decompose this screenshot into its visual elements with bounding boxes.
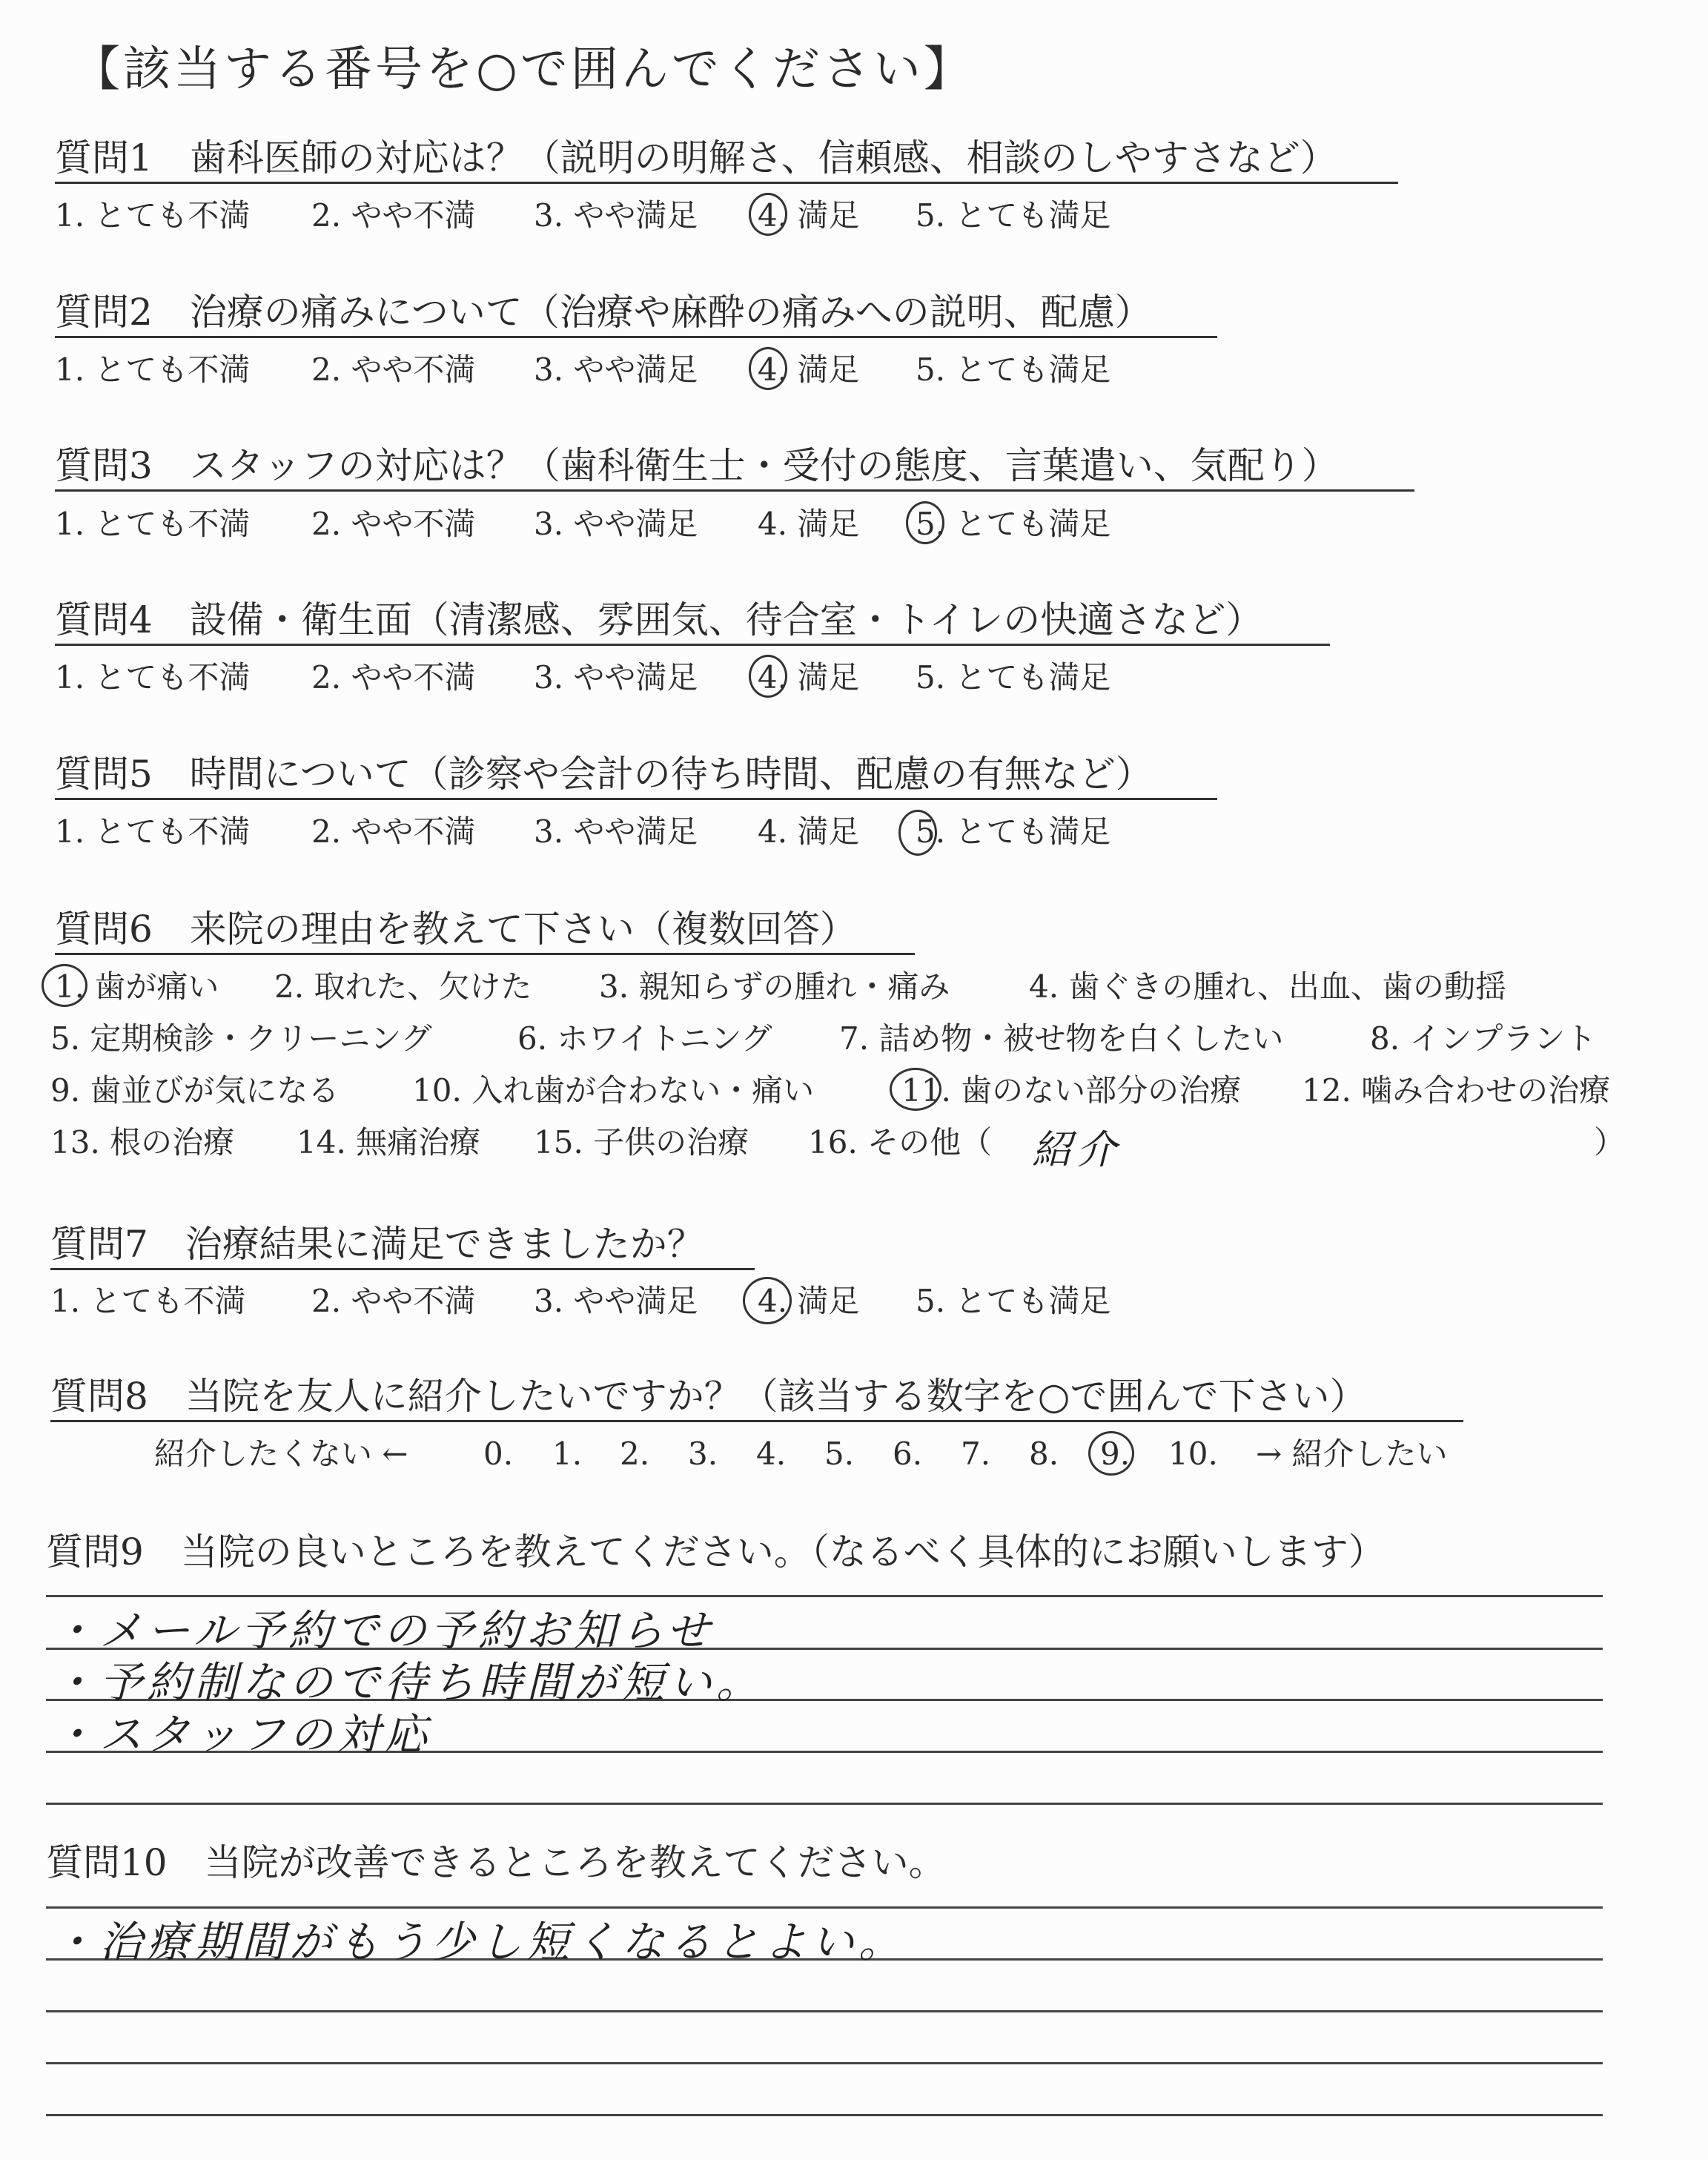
question-2-options xyxy=(0,351,1708,392)
q8-value-6[interactable]: 6. xyxy=(893,1436,923,1472)
q8-value-2[interactable]: 2. xyxy=(620,1436,650,1472)
q2-option-3[interactable]: 3. やや満足 xyxy=(534,351,698,388)
q6-option-7[interactable]: 7. 詰め物・被せ物を白くしたい xyxy=(839,1020,1284,1057)
question-8-scale xyxy=(0,1436,1708,1476)
question-9-heading: 質問9 当院の良いところを教えてください。（なるべく具体的にお願いします） xyxy=(46,1530,1386,1573)
q8-value-5[interactable]: 5. xyxy=(824,1436,855,1472)
q6-option-11[interactable]: 11. 歯のない部分の治療 xyxy=(901,1072,1242,1109)
q6-option-3[interactable]: 3. 親知らずの腫れ・痛み xyxy=(599,968,950,1005)
q6-option-15[interactable]: 15. 子供の治療 xyxy=(534,1124,749,1160)
question-1-options xyxy=(0,197,1708,237)
question-4-heading: 質問4 設備・衛生面（清潔感、雰囲気、待合室・トイレの快適さなど） xyxy=(55,599,1330,646)
q9-answer-3: ・スタッフの対応 xyxy=(52,1709,432,1760)
question-8-heading: 質問8 当院を友人に紹介したいですか？（該当する数字を○で囲んで下さい） xyxy=(50,1375,1463,1422)
q4-option-3[interactable]: 3. やや満足 xyxy=(534,659,698,696)
q4-option-2[interactable]: 2. やや不満 xyxy=(311,659,476,696)
q5-selected-circle xyxy=(898,810,937,856)
q6-option-12[interactable]: 12. 噛み合わせの治療 xyxy=(1302,1072,1611,1109)
q3-option-1[interactable]: 1. とても不満 xyxy=(55,506,251,542)
q8-selected-circle xyxy=(1088,1431,1134,1476)
q8-value-3[interactable]: 3. xyxy=(688,1436,718,1472)
q2-option-5[interactable]: 5. とても満足 xyxy=(916,351,1111,388)
q8-right-label: → 紹介したい xyxy=(1256,1436,1448,1472)
q2-option-4[interactable]: 4. 満足 xyxy=(758,351,860,388)
q8-value-8[interactable]: 8. xyxy=(1029,1436,1059,1472)
q6-selected-circle-11 xyxy=(890,1068,941,1111)
q5-option-1[interactable]: 1. とても不満 xyxy=(55,813,251,850)
q10-answer-line-5 xyxy=(46,2114,1603,2116)
q3-option-4[interactable]: 4. 満足 xyxy=(758,506,860,542)
q2-option-1[interactable]: 1. とても不満 xyxy=(55,351,251,388)
question-7-heading: 質問7 治療結果に満足できましたか？ xyxy=(50,1223,755,1270)
q6-option-13[interactable]: 13. 根の治療 xyxy=(50,1124,235,1160)
q6-option-5[interactable]: 5. 定期検診・クリーニング xyxy=(50,1020,432,1057)
q4-option-1[interactable]: 1. とても不満 xyxy=(55,659,251,696)
q8-value-7[interactable]: 7. xyxy=(961,1436,991,1472)
question-6-options xyxy=(0,968,1708,1194)
q2-option-2[interactable]: 2. やや不満 xyxy=(311,351,476,388)
q1-selected-circle xyxy=(749,193,787,236)
q6-option-9[interactable]: 9. 歯並びが気になる xyxy=(50,1072,340,1109)
question-4-options xyxy=(0,659,1708,699)
q8-value-4[interactable]: 4. xyxy=(756,1436,787,1472)
q6-option-4[interactable]: 4. 歯ぐきの腫れ、出血、歯の動揺 xyxy=(1029,968,1506,1005)
q1-option-3[interactable]: 3. やや満足 xyxy=(534,197,698,234)
q5-option-4[interactable]: 4. 満足 xyxy=(758,813,860,850)
q4-option-4[interactable]: 4. 満足 xyxy=(758,659,860,696)
q4-selected-circle xyxy=(749,655,787,698)
q7-option-1[interactable]: 1. とても不満 xyxy=(50,1283,246,1319)
q9-answer-1: ・メール予約での予約お知らせ xyxy=(52,1605,715,1656)
q8-left-label: 紹介したくない ← xyxy=(154,1436,408,1472)
q8-value-9[interactable]: 9. xyxy=(1100,1436,1131,1472)
question-5-options xyxy=(0,813,1708,853)
question-2-heading: 質問2 治療の痛みについて（治療や麻酔の痛みへの説明、配慮） xyxy=(55,291,1217,338)
q10-answer-line-4 xyxy=(46,2062,1603,2064)
q1-option-1[interactable]: 1. とても不満 xyxy=(55,197,251,234)
q7-option-4[interactable]: 4. 満足 xyxy=(758,1283,860,1319)
question-3-heading: 質問3 スタッフの対応は？（歯科衛生士・受付の態度、言葉遣い、気配り） xyxy=(55,445,1414,492)
q4-option-5[interactable]: 5. とても満足 xyxy=(916,659,1111,696)
q6-option-16[interactable]: 16. その他（ xyxy=(808,1124,993,1160)
q6-option-8[interactable]: 8. インプラント xyxy=(1370,1020,1597,1057)
q6-other-handwritten: 紹介 xyxy=(1032,1126,1121,1173)
q8-value-1[interactable]: 1. xyxy=(552,1436,583,1472)
question-6-heading: 質問6 来院の理由を教えて下さい（複数回答） xyxy=(55,908,915,955)
q7-option-3[interactable]: 3. やや満足 xyxy=(534,1283,698,1319)
page-title: 【該当する番号を○で囲んでください】 xyxy=(73,42,974,97)
q6-option-6[interactable]: 6. ホワイトニング xyxy=(517,1020,772,1057)
q6-option-14[interactable]: 14. 無痛治療 xyxy=(297,1124,481,1160)
q8-value-0[interactable]: 0. xyxy=(483,1436,514,1472)
q8-value-10[interactable]: 10. xyxy=(1168,1436,1218,1472)
q6-selected-circle-1 xyxy=(42,964,87,1007)
q7-option-5[interactable]: 5. とても満足 xyxy=(916,1283,1111,1319)
question-7-options xyxy=(0,1283,1708,1323)
question-3-options xyxy=(0,506,1708,546)
question-10-heading: 質問10 当院が改善できるところを教えてください。 xyxy=(46,1841,946,1884)
q3-option-3[interactable]: 3. やや満足 xyxy=(534,506,698,542)
q3-option-2[interactable]: 2. やや不満 xyxy=(311,506,476,542)
q5-option-5[interactable]: 5. とても満足 xyxy=(916,813,1111,850)
q10-answer-1: ・治療期間がもう少し短くなるとよい。 xyxy=(52,1917,907,1967)
q1-option-4[interactable]: 4. 満足 xyxy=(758,197,860,234)
q6-option-1[interactable]: 1. 歯が痛い xyxy=(55,968,219,1005)
q10-answer-line-3 xyxy=(46,2010,1603,2012)
question-1-heading: 質問1 歯科医師の対応は？（説明の明解さ、信頼感、相談のしやすさなど） xyxy=(55,137,1398,184)
q3-option-5[interactable]: 5. とても満足 xyxy=(916,506,1111,542)
q7-selected-circle xyxy=(743,1277,792,1324)
question-5-heading: 質問5 時間について（診察や会計の待ち時間、配慮の有無など） xyxy=(55,753,1217,800)
q1-option-5[interactable]: 5. とても満足 xyxy=(916,197,1111,234)
q5-option-2[interactable]: 2. やや不満 xyxy=(311,813,476,850)
q6-option-2[interactable]: 2. 取れた、欠けた xyxy=(274,968,532,1005)
q6-other-close: ） xyxy=(1594,1124,1626,1160)
q3-selected-circle xyxy=(906,501,944,544)
q2-selected-circle xyxy=(749,347,787,390)
q9-answer-line-5 xyxy=(46,1803,1603,1805)
q6-option-10[interactable]: 10. 入れ歯が合わない・痛い xyxy=(412,1072,815,1109)
q1-option-2[interactable]: 2. やや不満 xyxy=(311,197,476,234)
q7-option-2[interactable]: 2. やや不満 xyxy=(311,1283,476,1319)
q9-answer-2: ・予約制なので待ち時間が短い。 xyxy=(52,1657,764,1708)
q5-option-3[interactable]: 3. やや満足 xyxy=(534,813,698,850)
